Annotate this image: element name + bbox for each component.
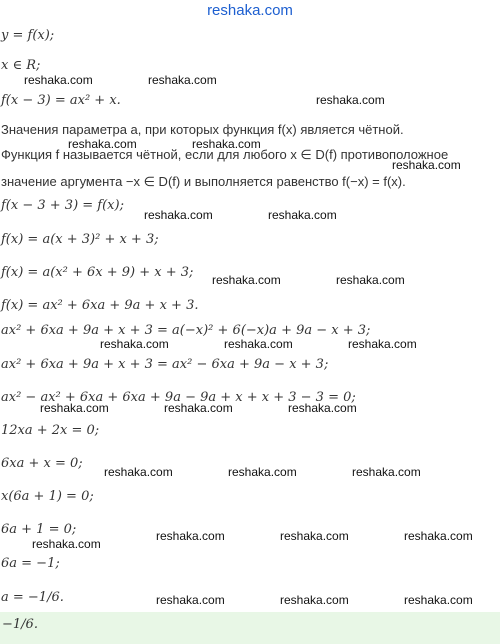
watermark: reshaka.com (156, 593, 225, 607)
math-line: f(x − 3) = ax² + x. (1, 93, 121, 108)
math-line: x(6a + 1) = 0; (1, 489, 94, 504)
watermark: reshaka.com (280, 529, 349, 543)
math-line: 6xa + x = 0; (1, 456, 83, 471)
math-line: x ∈ R; (1, 58, 41, 73)
watermark: reshaka.com (144, 208, 213, 222)
math-line: f(x − 3 + 3) = f(x); (1, 198, 124, 213)
math-line: f(x) = a(x + 3)² + x + 3; (1, 232, 159, 247)
math-line: f(x) = a(x² + 6x + 9) + x + 3; (1, 265, 194, 280)
answer-text: −1/6. (2, 617, 38, 632)
watermark: reshaka.com (148, 73, 217, 87)
watermark: reshaka.com (352, 465, 421, 479)
text-line: значение аргумента −x ∈ D(f) и выполняется равенство f(−x) = f(x). (1, 174, 406, 189)
watermark: reshaka.com (212, 273, 281, 287)
watermark: reshaka.com (288, 401, 357, 415)
watermark: reshaka.com (228, 465, 297, 479)
watermark: reshaka.com (404, 593, 473, 607)
math-line: ax² + 6xa + 9a + x + 3 = ax² − 6xa + 9a − x + 3; (1, 357, 329, 372)
watermark: reshaka.com (164, 401, 233, 415)
answer-box (0, 612, 500, 644)
text-line: Значения параметра a, при которых функция f(x) является чётной. (1, 122, 404, 137)
watermark: reshaka.com (68, 137, 137, 151)
watermark: reshaka.com (24, 73, 93, 87)
text-line: Функция f называется чётной, если для любого x ∈ D(f) противоположное (1, 147, 449, 162)
watermark: reshaka.com (404, 529, 473, 543)
watermark: reshaka.com (224, 337, 293, 351)
site-header[interactable]: reshaka.com (207, 2, 293, 19)
watermark: reshaka.com (192, 137, 261, 151)
watermark: reshaka.com (280, 593, 349, 607)
math-line: ax² + 6xa + 9a + x + 3 = a(−x)² + 6(−x)a + 9a − x + 3; (1, 323, 371, 338)
watermark: reshaka.com (40, 401, 109, 415)
watermark: reshaka.com (348, 337, 417, 351)
math-line: f(x) = ax² + 6xa + 9a + x + 3. (1, 298, 199, 313)
watermark: reshaka.com (392, 158, 461, 172)
watermark: reshaka.com (32, 537, 101, 551)
watermark: reshaka.com (156, 529, 225, 543)
watermark: reshaka.com (316, 93, 385, 107)
math-line: 12xa + 2x = 0; (1, 423, 100, 438)
math-line: ax² − ax² + 6xa + 6xa + 9a − 9a + x + x + 3 − 3 = 0; (1, 390, 356, 405)
math-line: 6a + 1 = 0; (1, 522, 77, 537)
watermark: reshaka.com (104, 465, 173, 479)
math-line: 6a = −1; (1, 556, 60, 571)
math-line: y = f(x); (1, 28, 55, 43)
watermark: reshaka.com (268, 208, 337, 222)
watermark: reshaka.com (100, 337, 169, 351)
watermark: reshaka.com (336, 273, 405, 287)
math-line: a = −1/6. (1, 590, 64, 605)
